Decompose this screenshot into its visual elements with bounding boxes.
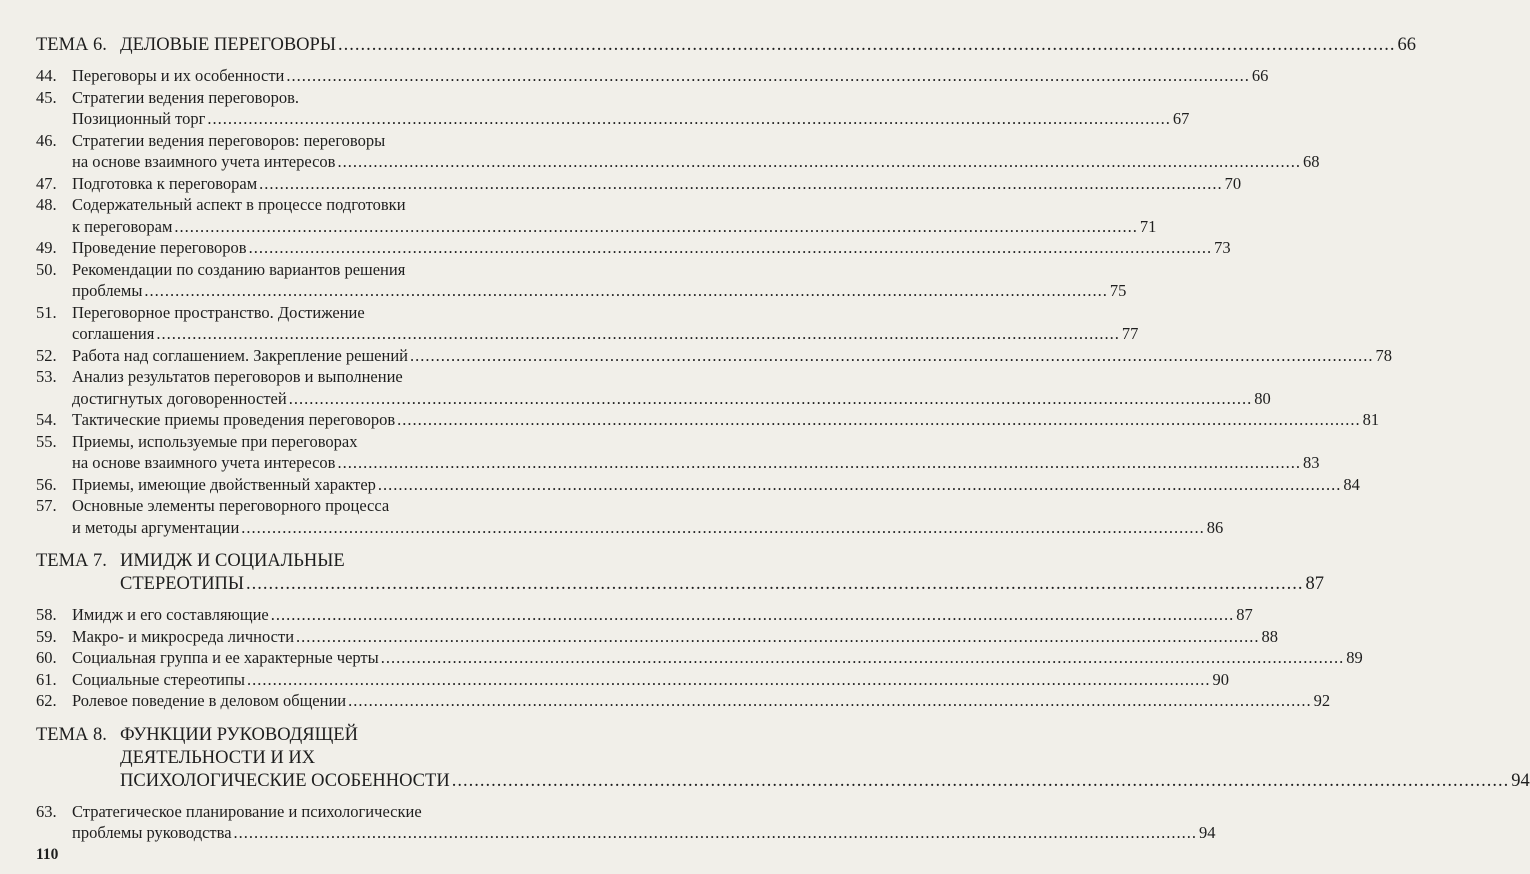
entry-page-number: 78 — [1375, 345, 1392, 365]
toc-entry — [36, 194, 1157, 237]
entry-title-line — [72, 626, 1278, 648]
entry-title-line — [72, 216, 1156, 238]
dot-leader — [337, 452, 1301, 474]
dot-leader — [378, 474, 1342, 496]
entry-title-line — [72, 151, 1319, 173]
toc-entry — [36, 474, 1360, 496]
entry-page-number: 87 — [1236, 605, 1253, 624]
entry-title-text: к переговорам — [72, 216, 173, 236]
entry-title — [72, 345, 1392, 367]
entry-number: 47. — [36, 173, 57, 193]
entry-title — [72, 690, 1330, 712]
entry-title — [72, 474, 1360, 496]
toc-entry — [36, 237, 1231, 259]
section-spacer — [36, 712, 568, 724]
dot-leader — [249, 237, 1213, 259]
entry-title-text: Переговорное пространство. Достижение — [72, 302, 365, 322]
entry-page-number: 77 — [1121, 324, 1139, 343]
entry-title-line — [72, 65, 1268, 87]
entry-page-number: 80 — [1254, 388, 1271, 408]
theme-title-text: СТЕРЕОТИПЫ — [120, 574, 245, 594]
dot-leader — [247, 669, 1211, 691]
entry-title-text: Проведение переговоров — [72, 238, 247, 257]
entry-title — [72, 194, 1156, 237]
toc-entry — [36, 647, 1363, 669]
entry-title-text: Социальные стереотипы — [72, 669, 245, 689]
entry-title-text: и методы аргументации — [72, 517, 240, 537]
entry-title — [72, 366, 1271, 409]
entry-number: 52. — [36, 345, 57, 365]
toc-entry — [36, 366, 1271, 409]
toc-theme-heading — [36, 724, 1530, 793]
entry-page-number: 89 — [1346, 648, 1363, 667]
entry-title — [72, 237, 1231, 259]
toc-entry — [36, 626, 1279, 648]
entry-title-text: Социальная группа и ее характерные черты — [72, 648, 379, 667]
entry-number: 45. — [36, 87, 57, 107]
entry-number: 56. — [36, 474, 57, 494]
dot-leader — [338, 34, 1396, 57]
theme-title-text: ФУНКЦИИ РУКОВОДЯЩЕЙ — [120, 724, 358, 745]
entry-number: 51. — [36, 302, 57, 322]
entry-title-text: проблемы — [72, 281, 143, 300]
entry-page-number: 90 — [1212, 669, 1229, 689]
entry-title-text: Содержательный аспект в процессе подготовки — [72, 195, 406, 214]
theme-title-line — [120, 724, 1530, 747]
section-spacer — [36, 538, 568, 550]
dot-leader — [246, 573, 1304, 596]
entry-title-line — [72, 822, 1216, 844]
entry-title-line — [72, 647, 1363, 669]
entry-title-text: проблемы руководства — [72, 823, 232, 842]
entry-number: 53. — [36, 367, 57, 386]
entry-title-line — [72, 431, 1319, 453]
entry-title — [72, 65, 1268, 87]
entry-title — [72, 669, 1229, 691]
toc-entry — [36, 65, 1269, 87]
entry-title-line — [72, 366, 1271, 388]
entry-title-line — [72, 280, 1126, 302]
theme-title-text: ПСИХОЛОГИЧЕСКИЕ ОСОБЕННОСТИ — [120, 770, 450, 791]
entry-page-number: 94 — [1199, 823, 1216, 842]
toc-entry — [36, 604, 1253, 626]
dot-leader — [381, 647, 1345, 669]
dot-leader — [156, 323, 1120, 345]
entry-number: 58. — [36, 605, 57, 624]
dot-leader — [348, 690, 1312, 712]
theme-page-number: 94 — [1511, 770, 1530, 791]
entry-title-text: на основе взаимного учета интересов — [72, 453, 336, 472]
entry-title-text: на основе взаимного учета интересов — [72, 152, 336, 171]
entry-title-line — [72, 194, 1156, 216]
entry-title-line — [72, 259, 1126, 281]
toc-entry — [36, 431, 1320, 474]
entry-number: 59. — [36, 626, 57, 646]
entry-title-text: Приемы, имеющие двойственный характер — [72, 474, 376, 494]
entry-title-line — [72, 409, 1379, 431]
theme-title — [120, 34, 1416, 57]
entry-page-number: 81 — [1362, 410, 1380, 429]
entry-title — [72, 302, 1138, 345]
entry-page-number: 84 — [1343, 474, 1360, 494]
toc-entry — [36, 130, 1320, 173]
entry-title — [72, 626, 1278, 648]
toc-entry — [36, 87, 1190, 130]
theme-title-line — [120, 770, 1530, 793]
theme-label: ТЕМА 8. — [36, 724, 107, 745]
entry-title-text: Имидж и его составляющие — [72, 605, 269, 624]
entry-title-text: Ролевое поведение в деловом общении — [72, 691, 347, 710]
dot-leader — [144, 280, 1108, 302]
theme-title-text: ДЕЯТЕЛЬНОСТИ И ИХ — [120, 747, 316, 768]
theme-title-text: ИМИДЖ И СОЦИАЛЬНЫЕ — [120, 551, 345, 571]
entry-title-text: Переговоры и их особенности — [72, 66, 285, 85]
toc-entry — [36, 345, 1392, 367]
entry-title — [72, 801, 1216, 844]
entry-title — [72, 604, 1253, 626]
entry-page-number: 67 — [1172, 109, 1190, 128]
entry-number: 57. — [36, 496, 57, 515]
entry-title — [72, 87, 1189, 130]
entry-title-line — [72, 474, 1360, 496]
entry-title-line — [72, 302, 1138, 324]
entry-page-number: 83 — [1302, 453, 1320, 472]
toc-entry — [36, 690, 1331, 712]
entry-title-line — [72, 108, 1189, 130]
entry-title-text: Основные элементы переговорного процесса — [72, 496, 390, 515]
entry-title — [72, 409, 1379, 431]
theme-label: ТЕМА 6. — [36, 35, 107, 55]
toc-entry — [36, 669, 1229, 691]
entry-title-text: Приемы, используемые при переговорах — [72, 431, 358, 451]
entry-title-text: Работа над соглашением. Закрепление решений — [72, 345, 408, 365]
entry-title — [72, 431, 1319, 474]
entry-title-text: Тактические приемы проведения переговоров — [72, 410, 396, 429]
dot-leader — [174, 216, 1138, 238]
theme-title-line — [120, 573, 1324, 596]
theme-page-number: 87 — [1305, 574, 1325, 594]
dot-leader — [296, 626, 1260, 648]
entry-title-line — [72, 669, 1229, 691]
entry-title-line — [72, 130, 1319, 152]
dot-leader — [337, 151, 1301, 173]
dot-leader — [207, 108, 1171, 130]
toc-theme-heading — [36, 34, 1416, 57]
entry-title-text: соглашения — [72, 324, 155, 343]
toc-entry — [36, 801, 1216, 844]
toc-entry — [36, 409, 1380, 431]
dot-leader — [452, 770, 1510, 793]
toc-entry — [36, 259, 1127, 302]
entry-page-number: 71 — [1139, 216, 1157, 236]
entry-title-line — [72, 604, 1253, 626]
toc-theme-heading — [36, 550, 1325, 596]
entry-page-number: 88 — [1261, 626, 1279, 646]
entry-title-line — [72, 173, 1241, 195]
entry-title-line — [72, 323, 1138, 345]
toc-entry — [36, 173, 1242, 195]
entry-number: 60. — [36, 648, 57, 667]
theme-title — [120, 724, 1530, 793]
toc-entry — [36, 495, 1224, 538]
entry-number: 55. — [36, 431, 57, 451]
toc-entry — [36, 302, 1139, 345]
dot-leader — [397, 409, 1361, 431]
dot-leader — [410, 345, 1374, 367]
entry-title-line — [72, 452, 1319, 474]
entry-title-line — [72, 388, 1271, 410]
entry-number: 54. — [36, 410, 57, 429]
entry-page-number: 92 — [1313, 691, 1331, 710]
entry-title-line — [72, 87, 1189, 109]
theme-title-line — [120, 747, 1530, 770]
entry-title-line — [72, 495, 1223, 517]
entry-title-line — [72, 345, 1392, 367]
entry-number: 44. — [36, 66, 57, 85]
theme-title-line — [120, 550, 1324, 573]
entry-title — [72, 259, 1126, 302]
entry-title-text: достигнутых договоренностей — [72, 388, 287, 408]
theme-label: ТЕМА 7. — [36, 551, 107, 571]
entry-title-line — [72, 237, 1231, 259]
entry-number: 50. — [36, 259, 57, 279]
dot-leader — [271, 604, 1235, 626]
entry-page-number: 75 — [1109, 281, 1127, 300]
entry-page-number: 86 — [1206, 517, 1224, 537]
entry-title — [72, 495, 1223, 538]
table-of-contents — [36, 34, 1530, 844]
entry-title-text: Макро- и микросреда личности — [72, 626, 295, 646]
entry-title — [72, 173, 1241, 195]
entry-title-text: Стратегии ведения переговоров: переговоры — [72, 130, 386, 150]
entry-number: 49. — [36, 238, 57, 257]
entry-title-line — [72, 801, 1216, 823]
dot-leader — [289, 388, 1253, 410]
entry-number: 63. — [36, 801, 57, 821]
dot-leader — [259, 173, 1223, 195]
entry-number: 61. — [36, 669, 57, 689]
dot-leader — [286, 65, 1250, 87]
theme-title-line — [120, 34, 1416, 57]
entry-title-text: Позиционный торг — [72, 109, 206, 128]
entry-title-line — [72, 690, 1330, 712]
entry-number: 46. — [36, 130, 57, 150]
entry-title — [72, 647, 1363, 669]
entry-title-text: Стратегии ведения переговоров. — [72, 87, 300, 107]
theme-title-text: ДЕЛОВЫЕ ПЕРЕГОВОРЫ — [120, 35, 336, 55]
entry-page-number: 70 — [1224, 173, 1242, 193]
entry-title-text: Подготовка к переговорам — [72, 173, 258, 193]
entry-title-line — [72, 517, 1223, 539]
entry-title-text: Рекомендации по созданию вариантов решения — [72, 259, 406, 279]
entry-number: 62. — [36, 691, 57, 710]
theme-page-number: 66 — [1397, 35, 1416, 55]
page-number: 110 — [36, 846, 59, 863]
entry-number: 48. — [36, 195, 57, 214]
entry-page-number: 68 — [1302, 152, 1320, 171]
entry-title-text: Анализ результатов переговоров и выполнение — [72, 367, 403, 386]
entry-page-number: 73 — [1214, 238, 1231, 257]
theme-title — [120, 550, 1324, 596]
entry-title — [72, 130, 1319, 173]
entry-page-number: 66 — [1251, 66, 1269, 85]
dot-leader — [241, 517, 1205, 539]
dot-leader — [234, 822, 1198, 844]
entry-title-text: Стратегическое планирование и психологические — [72, 801, 422, 821]
